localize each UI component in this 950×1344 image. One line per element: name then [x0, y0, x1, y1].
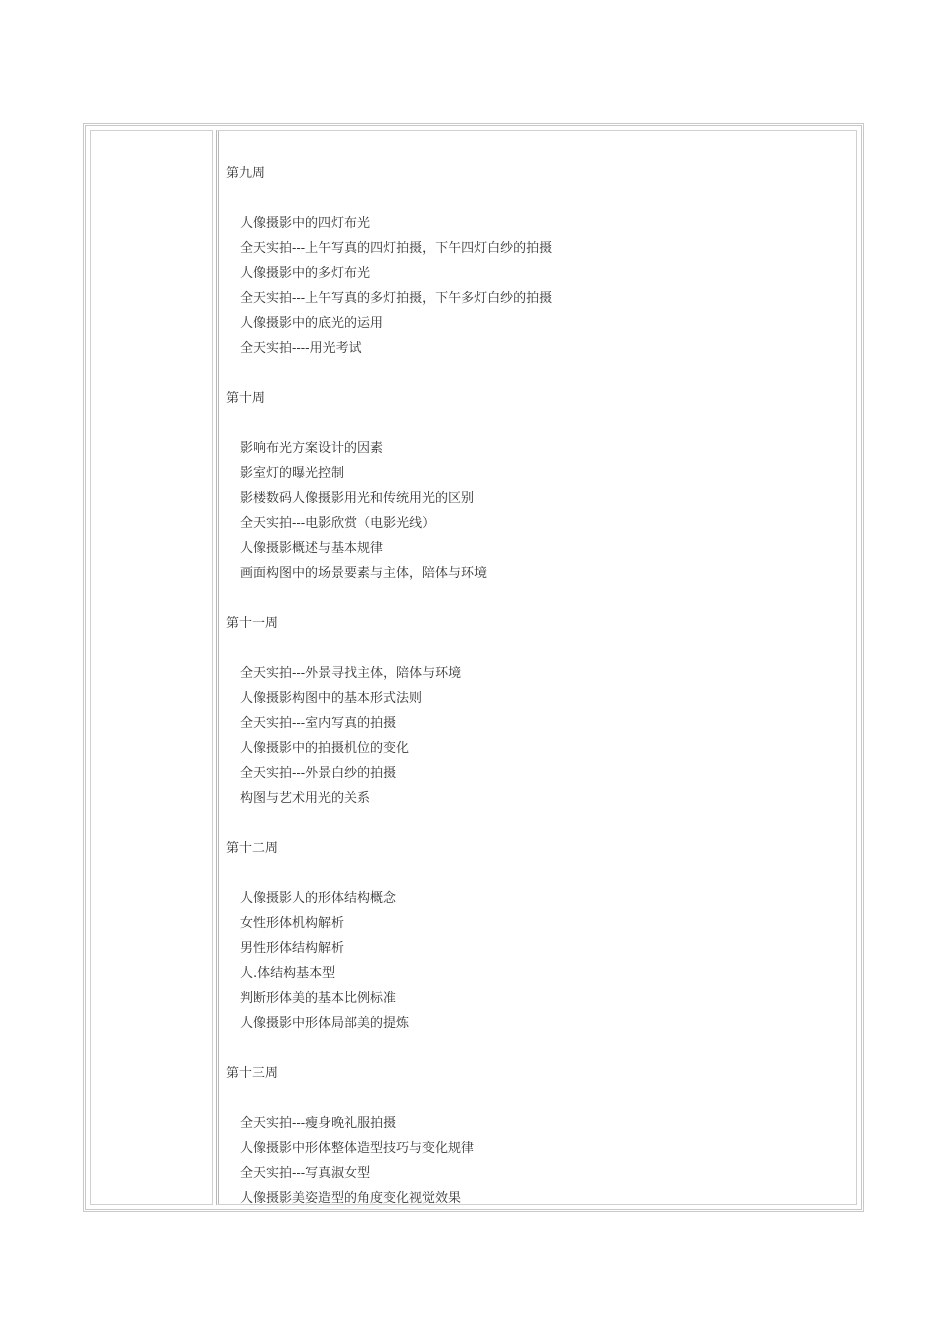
left-empty-cell: [90, 130, 213, 1205]
week-9: [226, 161, 856, 386]
week-11: [226, 611, 856, 836]
list-item: 判断形体美的基本比例标准: [240, 991, 397, 1006]
content-cell: [216, 130, 857, 1205]
list-item: 人像摄影中形体局部美的提炼: [240, 1016, 410, 1031]
list-item: 影室灯的曝光控制: [240, 466, 345, 481]
week-title: 第十周: [226, 391, 266, 406]
list-item: 全天实拍---外景寻找主体，陪体与环境: [240, 666, 462, 681]
list-item: 全天实拍---瘦身晚礼服拍摄: [240, 1116, 397, 1131]
weekly-schedule: [226, 161, 856, 1211]
week-title: 第十三周: [226, 1066, 279, 1081]
list-item: 男性形体结构解析: [240, 941, 345, 956]
week-13: [226, 1061, 856, 1211]
list-item: 全天实拍---外景白纱的拍摄: [240, 766, 397, 781]
schedule-table: [83, 123, 864, 1212]
week-title: 第十一周: [226, 616, 279, 631]
week-12: [226, 836, 856, 1061]
list-item: 全天实拍---上午写真的四灯拍摄，下午四灯白纱的拍摄: [240, 241, 553, 256]
list-item: 人像摄影概述与基本规律: [240, 541, 384, 556]
list-item: 全天实拍---电影欣赏（电影光线）: [240, 516, 436, 531]
list-item: 全天实拍---上午写真的多灯拍摄，下午多灯白纱的拍摄: [240, 291, 553, 306]
list-item: 人.体结构基本型: [240, 966, 336, 981]
week-title: 第十二周: [226, 841, 279, 856]
list-item: 人像摄影人的形体结构概念: [240, 891, 397, 906]
list-item: 人像摄影中形体整体造型技巧与变化规律: [240, 1141, 475, 1156]
list-item: 全天实拍----用光考试: [240, 341, 362, 356]
list-item: 人像摄影中的多灯布光: [240, 266, 371, 281]
list-item: 人像摄影构图中的基本形式法则: [240, 691, 423, 706]
list-item: 影楼数码人像摄影用光和传统用光的区别: [240, 491, 475, 506]
list-item: 构图与艺术用光的关系: [240, 791, 371, 806]
list-item: 人像摄影美姿造型的角度变化视觉效果: [240, 1191, 462, 1206]
list-item: 全天实拍---写真淑女型: [240, 1166, 371, 1181]
list-item: 全天实拍---室内写真的拍摄: [240, 716, 397, 731]
week-title: 第九周: [226, 166, 266, 181]
list-item: 女性形体机构解析: [240, 916, 345, 931]
list-item: 人像摄影中的四灯布光: [240, 216, 371, 231]
list-item: 人像摄影中的底光的运用: [240, 316, 384, 331]
list-item: 人像摄影中的拍摄机位的变化: [240, 741, 410, 756]
week-10: [226, 386, 856, 611]
list-item: 画面构图中的场景要素与主体，陪体与环境: [240, 566, 488, 581]
list-item: 影响布光方案设计的因素: [240, 441, 384, 456]
